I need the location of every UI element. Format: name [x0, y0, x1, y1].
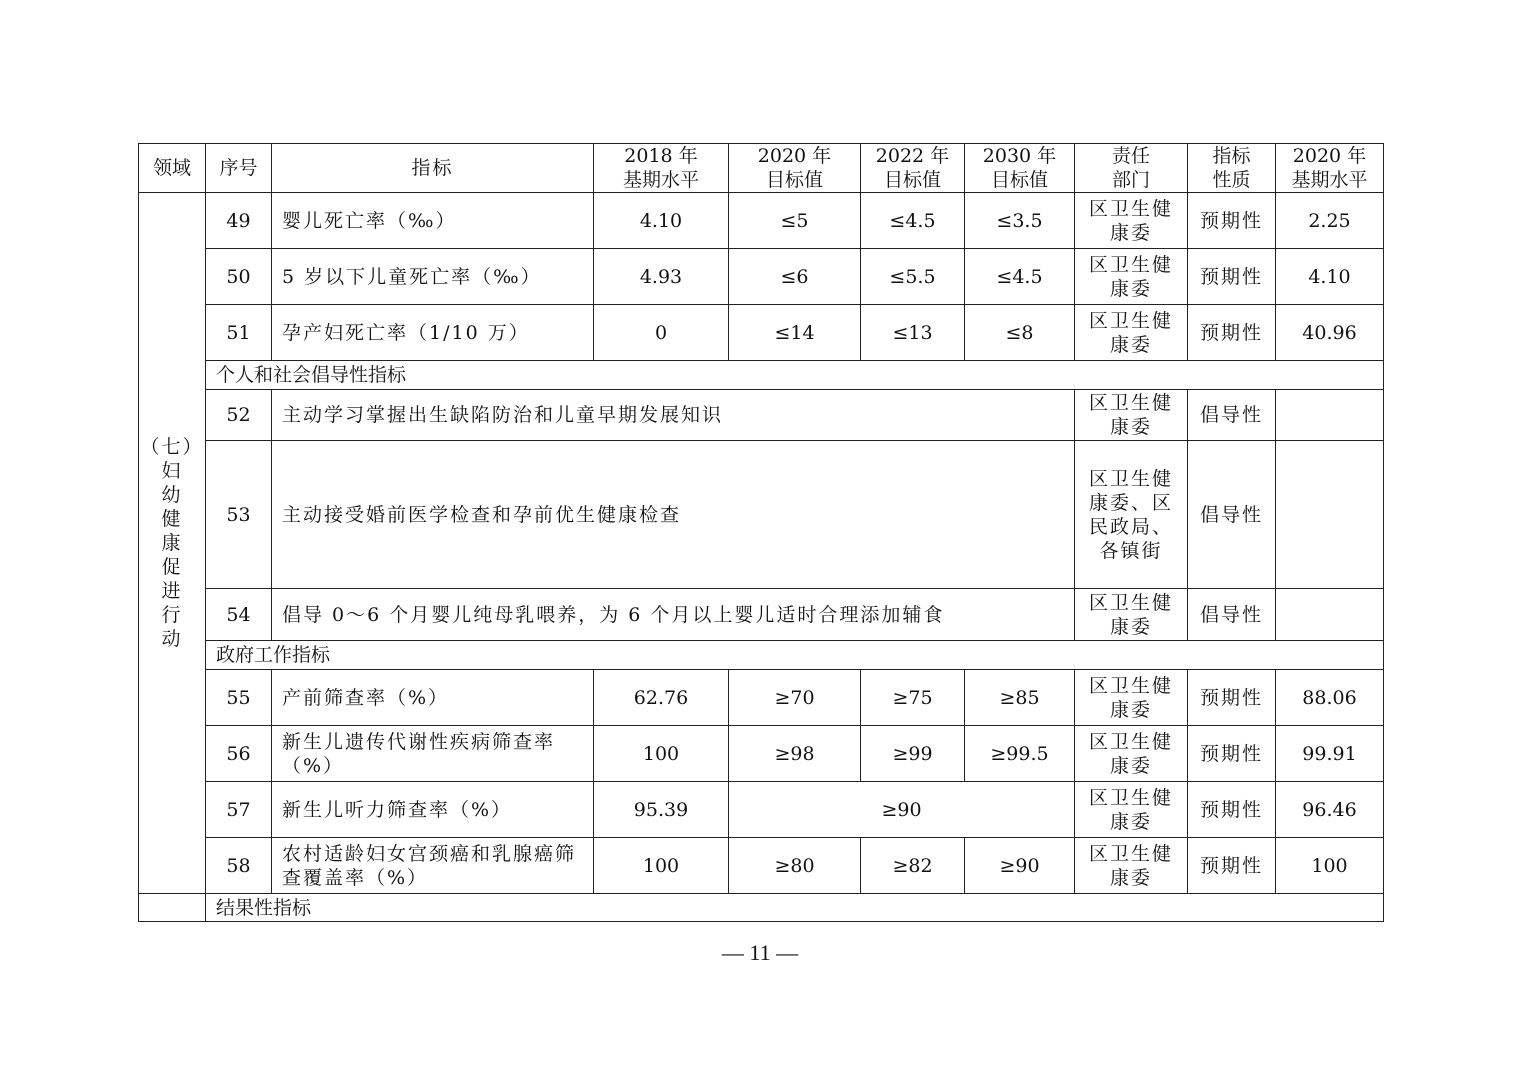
row-target-2030: ≤4.5	[965, 249, 1075, 305]
table-row	[139, 589, 1384, 641]
row-base-2018: 0	[594, 305, 729, 361]
row-seq: 56	[206, 726, 272, 782]
header-target2022: 2022 年 目标值	[861, 144, 965, 193]
row-indicator: 倡导 0～6 个月婴儿纯母乳喂养，为 6 个月以上婴儿适时合理添加辅食	[272, 589, 1075, 641]
row-indicator: 5 岁以下儿童死亡率（‰）	[272, 249, 594, 305]
row-target-2030: ≤8	[965, 305, 1075, 361]
section-row	[139, 641, 1384, 670]
row-seq: 53	[206, 441, 272, 589]
header-target2020: 2020 年 目标值	[729, 144, 861, 193]
header-target2030: 2030 年 目标值	[965, 144, 1075, 193]
row-base-2020	[1276, 390, 1384, 441]
table-row	[139, 726, 1384, 782]
row-seq: 54	[206, 589, 272, 641]
row-indicator: 农村适龄妇女宫颈癌和乳腺癌筛 查覆盖率（%）	[272, 838, 594, 894]
row-seq: 49	[206, 193, 272, 249]
header-seq: 序号	[206, 144, 272, 193]
row-seq: 50	[206, 249, 272, 305]
section-title: 政府工作指标	[206, 641, 1384, 670]
row-nature: 预期性	[1188, 193, 1276, 249]
row-dept: 区卫生健 康委	[1075, 726, 1188, 782]
table-row	[139, 305, 1384, 361]
row-seq: 58	[206, 838, 272, 894]
row-indicator: 主动接受婚前医学检查和孕前优生健康检查	[272, 441, 1075, 589]
table-row	[139, 390, 1384, 441]
row-target-2030: ≤3.5	[965, 193, 1075, 249]
row-target-2030: ≥90	[965, 838, 1075, 894]
row-dept: 区卫生健 康委	[1075, 670, 1188, 726]
domain-label: （七） 妇 幼 健 康 促 进 行 动	[139, 193, 206, 894]
row-dept: 区卫生健 康委	[1075, 193, 1188, 249]
row-indicator: 主动学习掌握出生缺陷防治和儿童早期发展知识	[272, 390, 1075, 441]
row-base-2020: 40.96	[1276, 305, 1384, 361]
row-target-2020: ≤6	[729, 249, 861, 305]
row-indicator: 孕产妇死亡率（1/10 万）	[272, 305, 594, 361]
row-target-2022: ≥82	[861, 838, 965, 894]
row-target-2022: ≤13	[861, 305, 965, 361]
row-dept: 区卫生健 康委、区 民政局、 各镇街	[1075, 441, 1188, 589]
row-nature: 预期性	[1188, 782, 1276, 838]
row-target-2030: ≥99.5	[965, 726, 1075, 782]
table-row	[139, 670, 1384, 726]
row-base-2020	[1276, 441, 1384, 589]
row-target-2020: ≥98	[729, 726, 861, 782]
section-row	[139, 361, 1384, 390]
row-base-2020: 4.10	[1276, 249, 1384, 305]
table-row	[139, 441, 1384, 589]
row-dept: 区卫生健 康委	[1075, 782, 1188, 838]
table-row	[139, 838, 1384, 894]
header-domain: 领域	[139, 144, 206, 193]
row-nature: 倡导性	[1188, 441, 1276, 589]
table-row	[139, 782, 1384, 838]
row-base-2018: 62.76	[594, 670, 729, 726]
row-indicator: 新生儿听力筛查率（%）	[272, 782, 594, 838]
row-nature: 预期性	[1188, 838, 1276, 894]
row-base-2020: 88.06	[1276, 670, 1384, 726]
row-dept: 区卫生健 康委	[1075, 390, 1188, 441]
header-dept: 责任 部门	[1075, 144, 1188, 193]
row-indicator: 婴儿死亡率（‰）	[272, 193, 594, 249]
row-target-2030: ≥85	[965, 670, 1075, 726]
row-base-2020: 96.46	[1276, 782, 1384, 838]
row-target-2020: ≥70	[729, 670, 861, 726]
header-nature: 指标 性质	[1188, 144, 1276, 193]
row-dept: 区卫生健 康委	[1075, 249, 1188, 305]
row-nature: 倡导性	[1188, 390, 1276, 441]
header-row	[139, 144, 1384, 193]
row-base-2020: 2.25	[1276, 193, 1384, 249]
row-seq: 51	[206, 305, 272, 361]
row-dept: 区卫生健 康委	[1075, 838, 1188, 894]
row-indicator: 新生儿遗传代谢性疾病筛查率 （%）	[272, 726, 594, 782]
header-base2020: 2020 年 基期水平	[1276, 144, 1384, 193]
row-nature: 预期性	[1188, 249, 1276, 305]
row-target-merged: ≥90	[729, 782, 1075, 838]
row-base-2020: 100	[1276, 838, 1384, 894]
row-target-2022: ≥75	[861, 670, 965, 726]
row-nature: 预期性	[1188, 305, 1276, 361]
row-base-2018: 100	[594, 726, 729, 782]
row-dept: 区卫生健 康委	[1075, 305, 1188, 361]
row-nature: 预期性	[1188, 726, 1276, 782]
row-target-2020: ≥80	[729, 838, 861, 894]
row-base-2018: 95.39	[594, 782, 729, 838]
row-base-2018: 100	[594, 838, 729, 894]
row-base-2020	[1276, 589, 1384, 641]
row-target-2022: ≥99	[861, 726, 965, 782]
row-seq: 52	[206, 390, 272, 441]
row-seq: 57	[206, 782, 272, 838]
section-row	[139, 894, 1384, 922]
row-target-2020: ≤14	[729, 305, 861, 361]
row-nature: 倡导性	[1188, 589, 1276, 641]
row-base-2018: 4.93	[594, 249, 729, 305]
empty-cell	[139, 894, 206, 922]
row-base-2020: 99.91	[1276, 726, 1384, 782]
section-title: 结果性指标	[206, 894, 1384, 922]
indicator-table	[138, 143, 1384, 922]
header-indicator: 指标	[272, 144, 594, 193]
page-number: — 11 —	[721, 940, 799, 965]
row-nature: 预期性	[1188, 670, 1276, 726]
row-seq: 55	[206, 670, 272, 726]
table-row	[139, 249, 1384, 305]
row-target-2022: ≤5.5	[861, 249, 965, 305]
header-base2018: 2018 年 基期水平	[594, 144, 729, 193]
row-target-2020: ≤5	[729, 193, 861, 249]
row-target-2022: ≤4.5	[861, 193, 965, 249]
row-dept: 区卫生健 康委	[1075, 589, 1188, 641]
section-title: 个人和社会倡导性指标	[206, 361, 1384, 390]
row-indicator: 产前筛查率（%）	[272, 670, 594, 726]
table-row	[139, 193, 1384, 249]
row-base-2018: 4.10	[594, 193, 729, 249]
